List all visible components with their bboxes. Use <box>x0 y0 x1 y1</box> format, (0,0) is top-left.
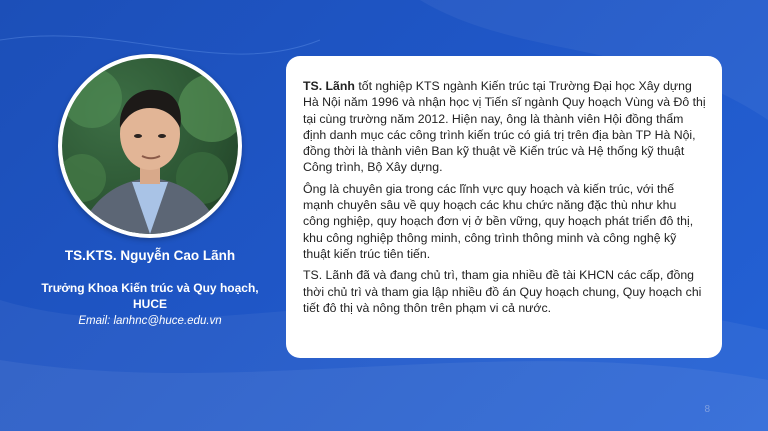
page-number: 8 <box>704 404 710 415</box>
bio-paragraph-1 <box>303 78 706 176</box>
person-title-line2: HUCE <box>132 297 167 311</box>
bio-paragraph-1-text: tốt nghiệp KTS ngành Kiến trúc tại Trường Đại học Xây dựng Hà Nội năm 1996 và nhận học vị Tiến sĩ ngành Quy hoạch Vùng và Đô thị tại cùng trường năm 2012. Hiện nay, ông là thành viên Hội đồng thẩm định danh mục các công trình kiến trúc có giá trị trên địa bàn TP Hà Nội, đồng thời là thành viên Ban kỹ thuật về Kiến trúc và Hệ thống kỹ thuật Công trình, Bộ Xây dựng. <box>303 79 706 175</box>
person-email: Email: lanhnc@huce.edu.vn <box>78 315 222 327</box>
person-title <box>0 280 300 312</box>
bio-paragraph-3: TS. Lãnh đã và đang chủ trì, tham gia nhiều đề tài KHCN các cấp, đồng thời chủ trì và tham gia lập nhiều đồ án Quy hoạch chung, Quy hoạch chi tiết đô thị và nông thôn trên phạm vi cả nước. <box>303 268 702 315</box>
bio-paragraph-2: Ông là chuyên gia trong các lĩnh vực quy hoạch và kiến trúc, với thế mạnh chuyên sâu về quy hoạch các khu chức năng đặc thù như khu công nghiệp, quy hoạch đơn vị ở bền vững, quy hoạch phát triển đô thị, khu công nghiệp thông minh, công trình thông minh và công nghệ kỹ thuật kiến trúc tiên tiến. <box>303 181 694 261</box>
bio-lead-name: TS. Lãnh <box>303 79 355 93</box>
bio-card <box>286 56 722 358</box>
person-title-line1: Trưởng Khoa Kiến trúc và Quy hoạch, <box>41 281 259 295</box>
portrait-frame <box>58 54 242 238</box>
person-name: TS.KTS. Nguyễn Cao Lãnh <box>64 248 236 263</box>
portrait-photo <box>62 58 238 234</box>
